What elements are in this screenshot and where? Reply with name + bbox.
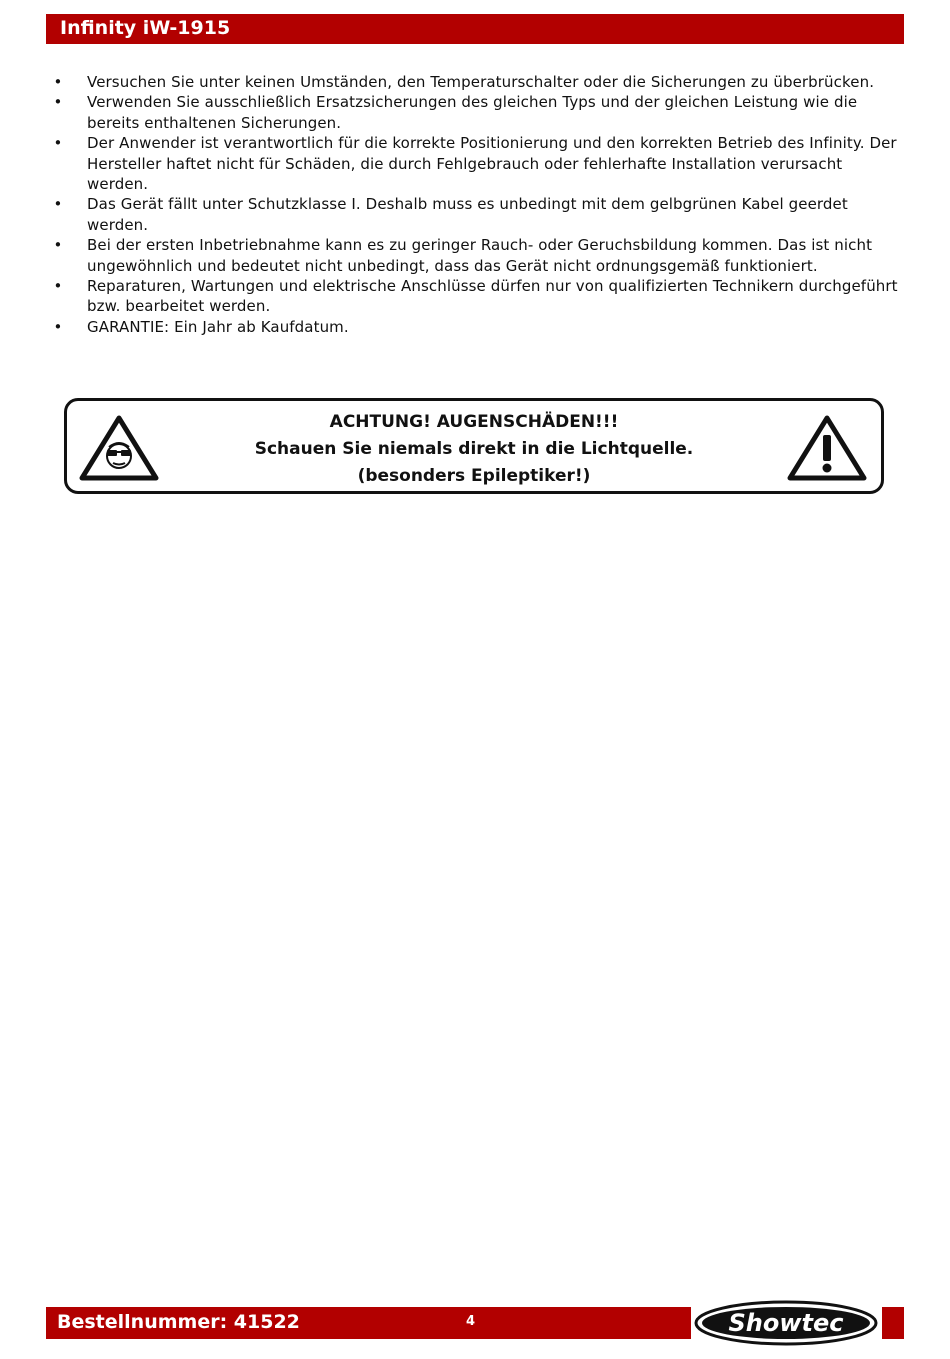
- list-item-text: GARANTIE: Ein Jahr ab Kaufdatum.: [87, 317, 349, 336]
- list-item-text: Der Anwender ist verantwortlich für die korrekte Positionierung und den korrekten Betrieb des Infinity. Der Hersteller haftet nicht für Schäden, die durch Fehlgebrauch oder fehlerhafte Installation verursacht werden.: [87, 134, 897, 194]
- footer-bar: [46, 1307, 691, 1339]
- safety-bullet-list: [48, 72, 904, 337]
- list-item: [48, 235, 904, 276]
- list-item-text: Verwenden Sie ausschließlich Ersatzsicherungen des gleichen Typs und der gleichen Leistung wie die bereits enthaltenen Sicherungen.: [87, 93, 858, 132]
- svg-text:Showtec: Showtec: [728, 1309, 844, 1337]
- warning-text: [177, 409, 771, 490]
- bullet-icon: •: [53, 93, 63, 112]
- showtec-logo: [694, 1300, 878, 1346]
- list-item: [48, 133, 904, 194]
- bullet-icon: •: [53, 236, 63, 255]
- footer-bar-tail: [882, 1307, 904, 1339]
- bullet-icon: •: [53, 317, 63, 336]
- list-item: [48, 92, 904, 133]
- order-number: Bestellnummer: 41522: [57, 1311, 300, 1333]
- list-item-text: Bei der ersten Inbetriebnahme kann es zu geringer Rauch- oder Geruchsbildung kommen. Das ist nicht ungewöhnlich und bedeutet nicht unbedingt, dass das Gerät nicht ordnungsgemäß funktioniert.: [87, 236, 873, 275]
- list-item-text: Versuchen Sie unter keinen Umständen, den Temperaturschalter oder die Sicherungen zu überbrücken.: [87, 73, 875, 91]
- page-title: Infinity iW-1915: [60, 17, 231, 39]
- warning-line-3: (besonders Epileptiker!): [357, 466, 591, 486]
- page-number: 4: [466, 1314, 476, 1329]
- bullet-icon: •: [53, 195, 63, 214]
- list-item: [48, 72, 904, 92]
- list-item-text: Reparaturen, Wartungen und elektrische Anschlüsse dürfen nur von qualifizierten Technikern durchgeführt bzw. bearbeitet werden.: [87, 277, 898, 316]
- warning-line-2: Schauen Sie niemals direkt in die Lichtquelle.: [254, 439, 694, 459]
- eye-protection-warning-icon: [79, 415, 159, 481]
- bullet-icon: •: [53, 73, 63, 91]
- warning-line-1: ACHTUNG! AUGENSCHÄDEN!!!: [329, 412, 619, 432]
- eye-damage-warning-box: [64, 398, 884, 494]
- bullet-icon: •: [53, 134, 63, 153]
- bullet-icon: •: [53, 277, 63, 296]
- list-item: [48, 317, 904, 337]
- list-item: [48, 194, 904, 235]
- header-bar: [46, 14, 904, 44]
- list-item-text: Das Gerät fällt unter Schutzklasse I. Deshalb muss es unbedingt mit dem gelbgrünen Kabel geerdet werden.: [87, 195, 848, 234]
- list-item: [48, 276, 904, 317]
- exclamation-warning-icon: [787, 415, 867, 481]
